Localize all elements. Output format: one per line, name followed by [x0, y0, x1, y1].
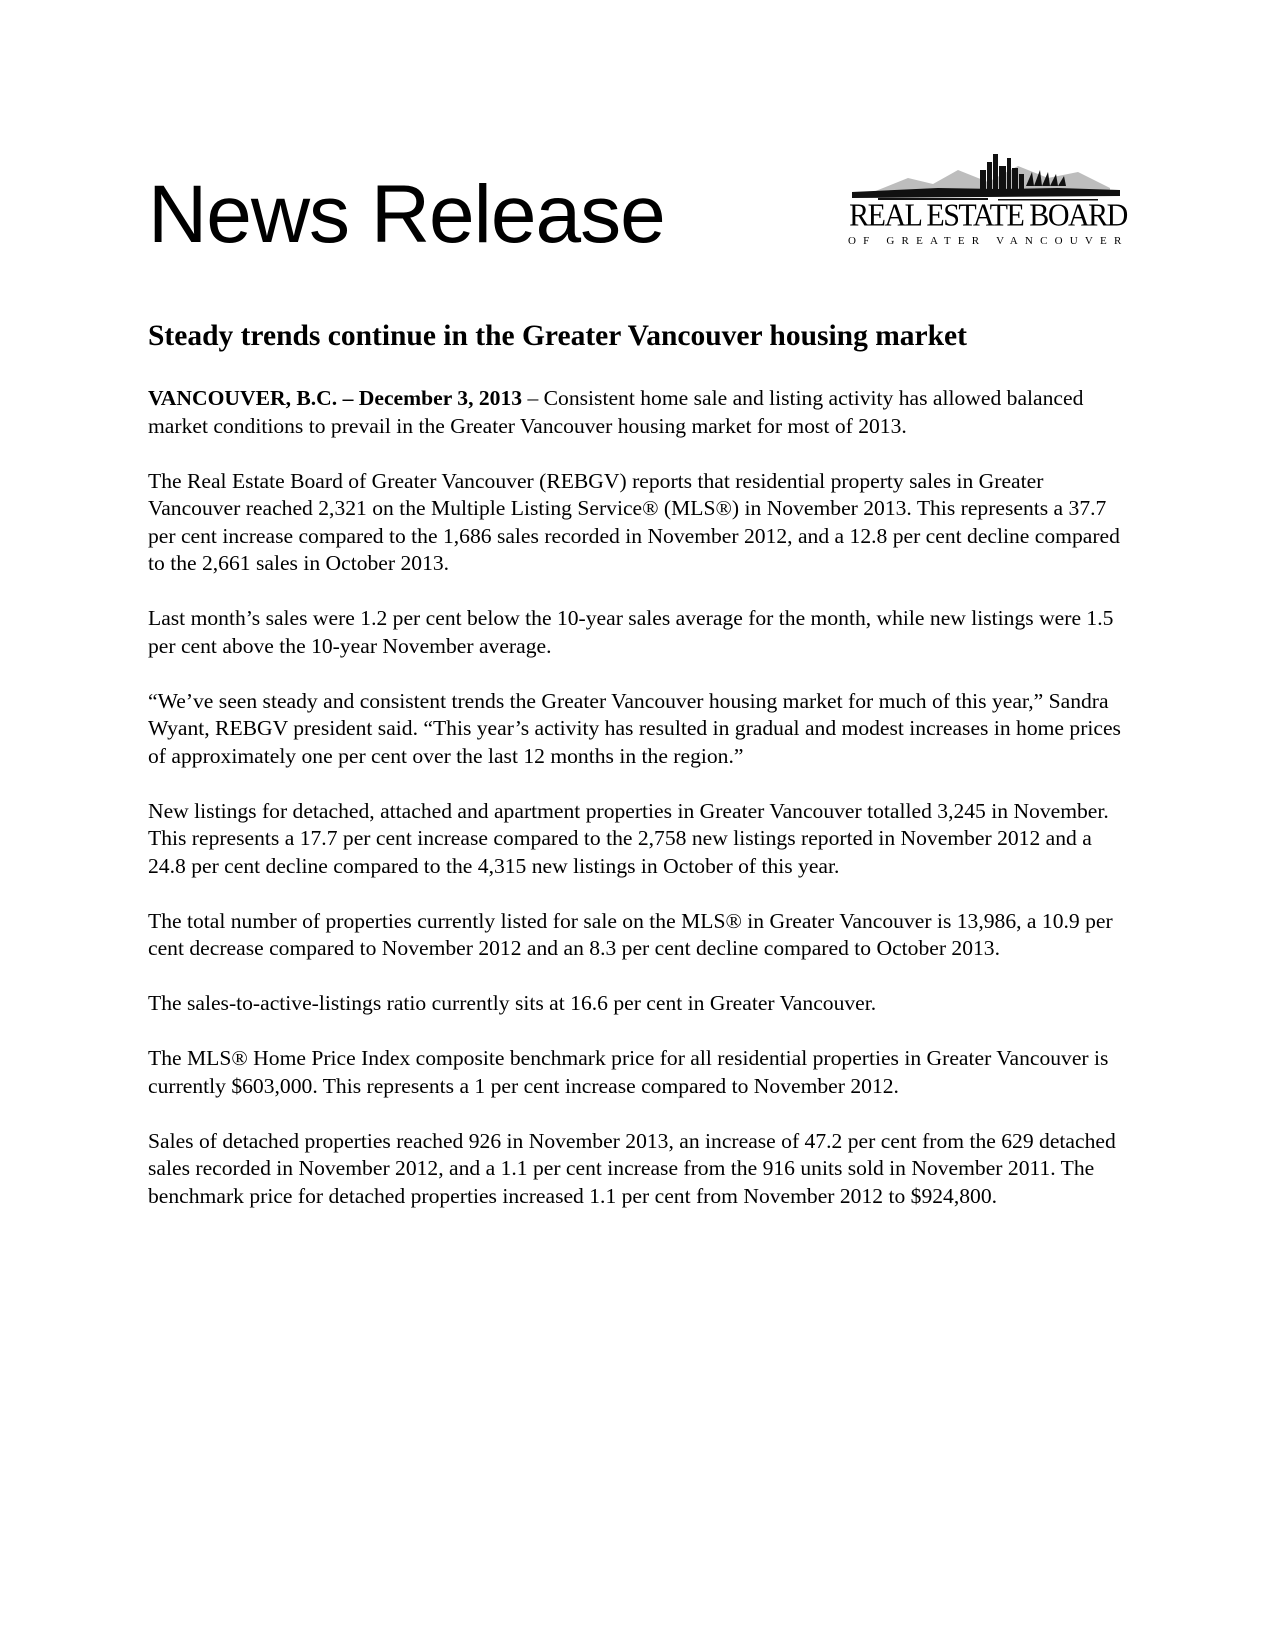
dateline: VANCOUVER, B.C. – December 3, 2013 — [148, 386, 523, 410]
logo-subtitle: OF GREATER VANCOUVER — [848, 235, 1129, 247]
lead-text: – Consistent home sale and listing activity has allowed balanced market conditions to prevail in the Greater Vancouver housing market for most of 2013. — [148, 386, 1084, 438]
paragraph-total-listed: The total number of properties currently listed for sale on the MLS® in Greater Vancouver is 13,986, a 10.9 per cent decrease compared to November 2012 and an 8.3 per cent decline compared to October 2013. — [148, 908, 1113, 960]
rebgv-logo — [848, 148, 1128, 258]
paragraph-new-listings: New listings for detached, attached and apartment properties in Greater Vancouver totalled 3,245 in November. This represents a 17.7 per cent increase compared to the 2,758 new listings reported in November 2012 and a 24.8 per cent decline compared to the 4,315 new listings in October of this year. — [148, 798, 1109, 878]
news-release-title: News Release — [148, 169, 665, 260]
paragraph-hpi: The MLS® Home Price Index composite benchmark price for all residential properties in Greater Vancouver is currently $603,000. This represents a 1 per cent increase compared to November 2012. — [148, 1046, 1109, 1098]
masthead — [148, 170, 1128, 270]
article-body — [148, 385, 1128, 1238]
paragraph-averages: Last month’s sales were 1.2 per cent below the 10-year sales average for the month, while new listings were 1.5 per cent above the 10-year November average. — [148, 606, 1114, 658]
vancouver-skyline-icon — [848, 148, 1128, 204]
paragraph-ratio: The sales-to-active-listings ratio currently sits at 16.6 per cent in Greater Vancouver. — [148, 991, 877, 1015]
paragraph-quote: “We’ve seen steady and consistent trends the Greater Vancouver housing market for much of this year,” Sandra Wyant, REBGV president said. “This year’s activity has resulted in gradual and modest increases in home prices of approximately one per cent over the last 12 months in the region.” — [148, 688, 1121, 768]
logo-name: REAL ESTATE BOARD — [849, 198, 1127, 233]
headline: Steady trends continue in the Greater Vancouver housing market — [148, 320, 967, 352]
paragraph-sales: The Real Estate Board of Greater Vancouver (REBGV) reports that residential property sales in Greater Vancouver reached 2,321 on the Multiple Listing Service® (MLS®) in November 2013. This represents a 37.7 per cent increase compared to the 1,686 sales recorded in November 2012, and a 12.8 per cent decline compared to the 2,661 sales in October 2013. — [148, 468, 1120, 575]
paragraph-detached: Sales of detached properties reached 926 in November 2013, an increase of 47.2 per cent from the 629 detached sales recorded in November 2012, and a 1.1 per cent increase from the 916 units sold in November 2011. The benchmark price for detached properties increased 1.1 per cent from November 2012 to $924,800. — [148, 1128, 1116, 1208]
lead-paragraph — [148, 385, 1128, 440]
